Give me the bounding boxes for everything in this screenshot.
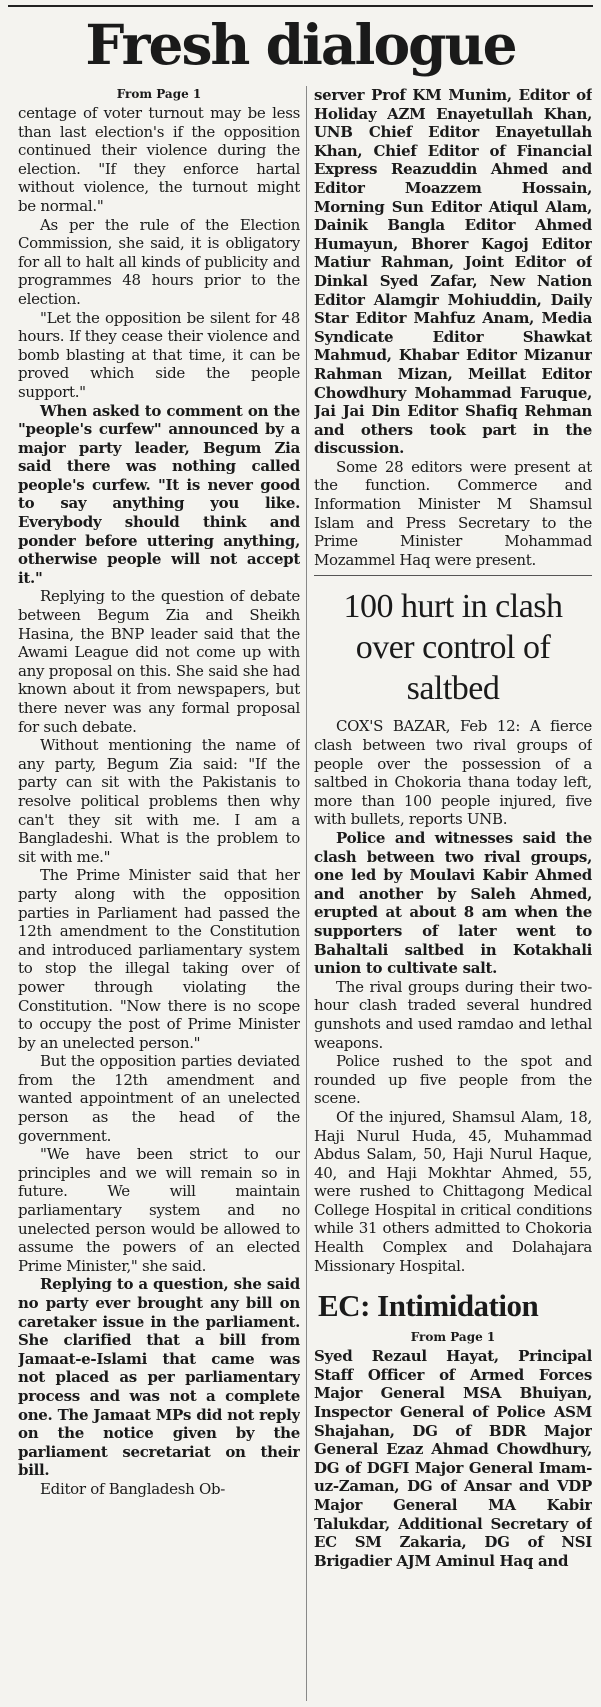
- top-rule: [8, 5, 593, 7]
- paragraph: centage of voter turnout may be less than last election's if the opposition continued their violence during the election. "If they enforce hartal without violence, the turnout might be normal.": [18, 104, 300, 215]
- ec-headline: EC: Intimidation: [318, 1288, 539, 1324]
- paragraph: Some 28 editors were present at the function. Commerce and Information Minister M Shamsul Islam and Press Secretary to the Prime Minister Mohammad Mozammel Haq were present.: [314, 457, 592, 569]
- left-column-body: [18, 104, 300, 1499]
- paragraph: COX'S BAZAR, Feb 12: A fierce clash between two rival groups of people over the possession of a saltbed in Chokoria thana today left, more than 100 people injured, five with bullets, reports UNB.: [314, 717, 592, 829]
- paragraph: Syed Rezaul Hayat, Principal Staff Officer of Armed Forces Major General MSA Bhuiyan, Inspector General of Police ASM Shajahan, DG of BDR Major General Ezaz Ahmad Chowdhury, DG of DGFI Major General Imam-uz-Zaman, DG of Ansar and VDP Major General MA Kabir Talukdar, Additional Secretary of EC SM Zakaria, DG of NSI Brigadier AJM Aminul Haq and: [314, 1347, 592, 1570]
- paragraph: Police and witnesses said the clash between two rival groups, one led by Moulavi Kabir Ahmed and another by Saleh Ahmed, erupted at about 8 am when the supporters of later went to Bahaltali saltbed in Kotakhali union to cultivate salt.: [314, 829, 592, 978]
- paragraph: The rival groups during their two-hour clash traded several hundred gunshots and used ramdao and lethal weapons.: [314, 977, 592, 1052]
- clash-headline: 100 hurt in clash over control of saltbed: [343, 588, 563, 708]
- paragraph: Police rushed to the spot and rounded up five people from the scene.: [314, 1052, 592, 1108]
- clash-article-body: [314, 717, 592, 1275]
- section-rule: [314, 575, 592, 576]
- paragraph: Without mentioning the name of any party, Begum Zia said: "If the party can sit with the Pakistanis to resolve political problems then why can't they sit with me. I am a Bangladeshi. What is the problem to sit with me.": [18, 736, 300, 866]
- left-column: [18, 86, 300, 1698]
- right-column-continuation: [314, 86, 592, 569]
- paragraph: Replying to the question of debate between Begum Zia and Sheikh Hasina, the BNP leader said that the Awami League did not come up with any proposal on this. She said she had known about it from newspapers, but there never was any formal proposal for such debate.: [18, 587, 300, 736]
- ec-jump-line: From Page 1: [410, 1330, 496, 1345]
- paragraph: The Prime Minister said that her party along with the opposition parties in Parliament had passed the 12th amendment to the Constitution and introduced parliamentary system to stop the illegal taking over of power through violating the Constitution. "Now there is no scope to occupy the post of Prime Minister by an unelected person.": [18, 866, 300, 1052]
- paragraph: Replying to a question, she said no party ever brought any bill on caretaker issue in the parliament. She clarified that a bill from Jamaat-e-Islami that came was not placed as per parliamentary process and was not a complete one. The Jamaat MPs did not reply on the notice given by the parliament secretariat on their bill.: [18, 1275, 300, 1480]
- jump-line: From Page 1: [116, 87, 202, 101]
- paragraph: Of the injured, Shamsul Alam, 18, Haji Nurul Huda, 45, Muhammad Abdus Salam, 50, Haji Nurul Haque, 40, and Haji Mokhtar Ahmed, 55, were rushed to Chittagong Medical College Hospital in critical conditions while 31 others admitted to Chokoria Health Complex and Dolahajara Missionary Hospital.: [314, 1107, 592, 1275]
- column-divider: [306, 86, 307, 1701]
- paragraph: "We have been strict to our principles and we will remain so in future. We will maintain parliamentary system and no unelected person would be allowed to assume the powers of an elected Prime Minister," she said.: [18, 1145, 300, 1275]
- paragraph: server Prof KM Munim, Editor of Holiday AZM Enayetullah Khan, UNB Chief Editor Enayetullah Khan, Chief Editor of Financial Express Reazuddin Ahmed and Editor Moazzem Hossain, Morning Sun Editor Atiqul Alam, Dainik Bangla Editor Ahmed Humayun, Bhorer Kagoj Editor Matiur Rahman, Joint Editor of Dinkal Syed Zafar, New Nation Editor Alamgir Mohiuddin, Daily Star Editor Mahfuz Anam, Media Syndicate Editor Shawkat Mahmud, Khabar Editor Mizanur Rahman Mizan, Meillat Editor Chowdhury Mohammad Faruque, Jai Jai Din Editor Shafiq Rehman and others took part in the discussion.: [314, 86, 592, 458]
- headline: Fresh dialogue: [85, 12, 516, 77]
- paragraph: Editor of Bangladesh Ob-: [40, 1479, 226, 1498]
- paragraph: As per the rule of the Election Commission, she said, it is obligatory for all to halt all kinds of publicity and programmes 48 hours prior to the election.: [18, 215, 300, 308]
- paragraph: "Let the opposition be silent for 48 hours. If they cease their violence and bomb blasting at that time, it can be proved which side the people support.": [18, 308, 300, 401]
- right-column: [314, 86, 592, 1698]
- paragraph: But the opposition parties deviated from the 12th amendment and wanted appointment of an unelected person as the head of the government.: [18, 1052, 300, 1145]
- paragraph: When asked to comment on the "people's curfew" announced by a major party leader, Begum Zia said there was nothing called people's curfew. "It is never good to say anything you like. Everybody should think and ponder before uttering anything, otherwise people will not accept it.": [18, 401, 300, 587]
- ec-article-body: [314, 1347, 592, 1570]
